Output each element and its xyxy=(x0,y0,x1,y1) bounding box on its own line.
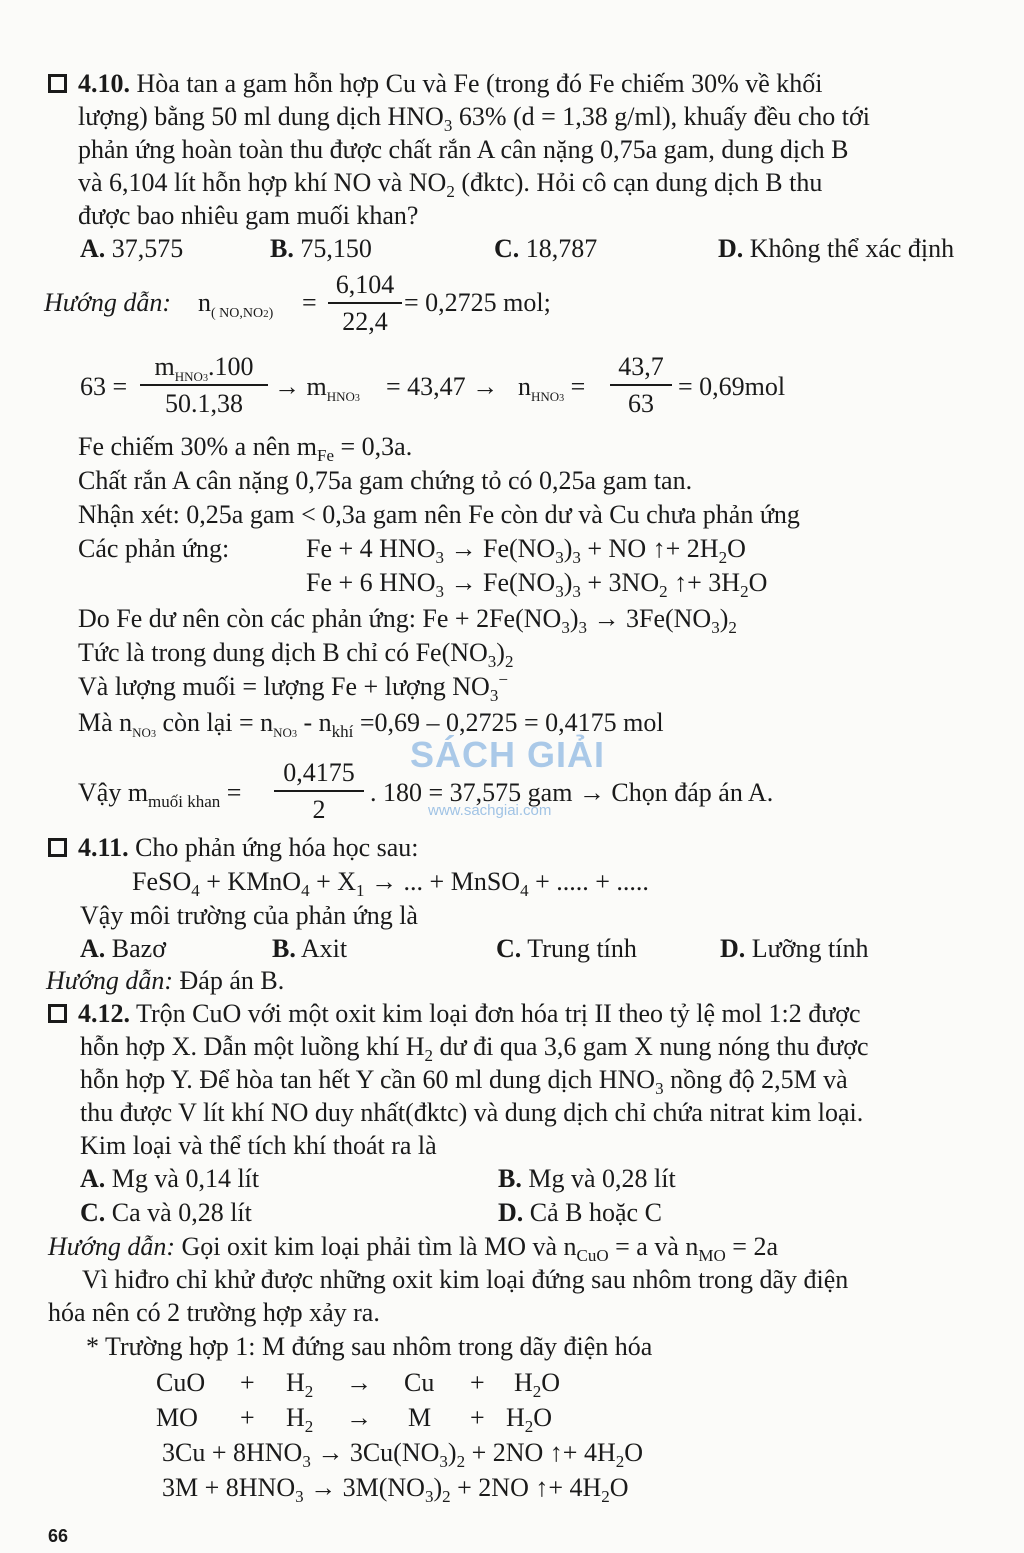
q410-line3: phản ứng hoàn toàn thu được chất rắn A cân nặng 0,75a gam, dung dịch B xyxy=(78,135,849,164)
watermark-logo: SÁCH GIẢI www.sachgiai.com xyxy=(410,734,606,819)
q412-option-a: A. Mg và 0,14 lít xyxy=(80,1164,260,1193)
q412-line3: hỗn hợp Y. Để hòa tan hết Y cần 60 ml dung dịch $HNO_3$ nồng độ 2,5M và xyxy=(80,1065,848,1098)
fraction-mass-hno3: $m_{HNO3}.100$ 50.1,38 xyxy=(140,350,268,420)
final-mass-label: Vậy $m_{muối khan}$ = xyxy=(78,778,242,811)
guide-label: Hướng dẫn: xyxy=(44,288,171,317)
q410-line5: được bao nhiêu gam muối khan? xyxy=(78,201,419,230)
q412-guide: Hướng dẫn: Gọi oxit kim loại phải tìm là MO và $n_{CuO} = a$ và $n_{MO} = 2a$ xyxy=(48,1232,778,1265)
fraction-final: 0,4175 2 xyxy=(274,756,364,826)
sol-line-only: Tức là trong dung dịch B chỉ có $Fe(NO_3)_2$ xyxy=(78,638,514,671)
q410-option-c: C. 18,787 xyxy=(494,234,598,263)
page-number: 66 xyxy=(48,1526,69,1546)
sol-line-remark: Nhận xét: 0,25a gam < 0,3a gam nên Fe còn dư và Cu chưa phản ứng xyxy=(78,500,800,529)
fraction-volume: 6,104 22,4 xyxy=(328,268,402,338)
question-number: 4.10. xyxy=(78,69,130,98)
q410-line4: và 6,104 lít hỗn hợp khí NO và $NO_2$ (đktc). Hỏi cô cạn dung dịch B thu xyxy=(78,168,823,201)
q412-para1: Vì hiđro chỉ khử được những oxit kim loại đứng sau nhôm trong dãy điện xyxy=(82,1265,849,1294)
reaction-2: Fe + 6 $HNO_3 \to Fe(NO_3)_3 + 3NO_2$ ↑+ $3H_2O$ xyxy=(306,568,768,601)
q411-ask: Vậy môi trường của phản ứng là xyxy=(80,901,418,930)
q412-reaction-m: $3M + 8HNO_3 \to 3M(NO_3)_2 + 2NO$ ↑+ $4H_2O$ xyxy=(162,1473,629,1506)
q412-case1: * Trường hợp 1: M đứng sau nhôm trong dãy điện hóa xyxy=(86,1332,653,1361)
textbook-page: 4.10. Hòa tan a gam hỗn hợp Cu và Fe (trong đó Fe chiếm 30% về khối lượng) bằng 50 ml dung dịch $HNO_3$ 63% (d = 1,38 g/ml), khuấy đều cho tới phản ứng hoàn toàn thu được chất rắn A cân nặng 0,75a gam, dung dịch B và 6,104 lít hỗn hợp khí NO và $NO_2$ (đktc). Hỏi cô cạn dung dịch B thu được bao nhiêu gam muối khan? A. 37,575 B. 75,150 C. 18,787 D. Không thể xác định Hướng dẫn: $n_{( NO,NO2)}$ = 6,104 22,4 = 0,2725 mol; 63 = $m_{HNO3}.100$ 50.1,38 → $m_{HNO3}$ = 43,47 → $n_{HNO3}$ = 43,7 63 = 0,69mol Fe chiếm 30% a nên $m_{Fe} = 0,3a$. Chất rắn A cân nặng 0,75a gam chứng tỏ có 0,25a gam tan. Nhận xét: 0,25a gam < 0,3a gam nên Fe còn dư và Cu chưa phản ứng Các phản ứng: Fe + 4 $HNO_3 \to Fe(NO_3)_3$ + NO ↑+ $2H_2O$ Fe + 6 $HNO_3 \to Fe(NO_3)_3 + 3NO_2$ ↑+ $3H_2O$ Do Fe dư nên còn các phản ứng: $Fe + 2Fe(NO_3)_3 \to 3Fe(NO_3)_2$ Tức là trong dung dịch B chỉ có $Fe(NO_3)_2$ Và lượng muối = lượng Fe + lượng $NO_3^-$ Mà $n_{NO3}$ còn lại = $n_{NO3} - n_{khí} =0,69 - 0,2725 = 0,4175$ mol Vậy $m_{muối khan}$ = 0,4175 2 . 180 = 37,575 gam → Chọn đáp án A. SÁCH GIẢI www.sachgiai.com 4.11. Cho phản ứng hóa học sau: FeSO$_4$ + KMnO$_4$ + $X_1$ → ... + MnSO$_4$ + ..... + ..... Vậy môi trường của phản ứng là A. Bazơ B. Axit C. Trung tính D. Lưỡng tính Hướng dẫn: Đáp án B. 4.12. Trộn CuO với một oxit kim loại đơn hóa trị II theo tỷ lệ mol 1:2 được hỗn hợp X. Dẫn một luồng khí $H_2$ dư đi qua 3,6 gam X nung nóng thu được hỗn hợp Y. Để hòa tan hết Y cần 60 ml dung dịch $HNO_3$ nồng độ 2,5M và thu được V lít khí NO duy nhất(đktc) và dung dịch chỉ chứa nitrat kim loại. Kim loại và thể tích khí thoát ra là A. Mg và 0,14 lít B. Mg và 0,28 lít C. Ca và 0,28 lít D. Cả B hoặc C Hướng dẫn: Gọi oxit kim loại phải tìm là MO và $n_{CuO} = a$ và $n_{MO} = 2a$ Vì hiđro chỉ khử được những oxit kim loại đứng sau nhôm trong dãy điện hóa nên có 2 trường hợp xảy ra. * Trường hợp 1: M đứng sau nhôm trong dãy điện hóa CuO + $H_2$ → Cu + $H_2O$ MO + $H_2$ → M + $H_2O$ $3Cu + 8HNO_3 \to 3Cu(NO_3)_2 + 2NO$ ↑+ $4H_2O$ $3M + 8HNO_3 \to 3M(NO_3)_2 + 2NO$ ↑+ $4H_2O$ 66 xyxy=(0,0,1024,1541)
sol-line-fe: Fe chiếm 30% a nên $m_{Fe} = 0,3a$. xyxy=(78,432,413,465)
q410-option-d: D. Không thể xác định xyxy=(718,234,955,263)
q412-option-c: C. Ca và 0,28 lít xyxy=(80,1198,252,1227)
q412-line2: hỗn hợp X. Dẫn một luồng khí $H_2$ dư đi qua 3,6 gam X nung nóng thu được xyxy=(80,1032,869,1065)
sol-line-remain: Mà $n_{NO3}$ còn lại = $n_{NO3} - n_{khí} =0,69 - 0,2725 = 0,4175$ mol xyxy=(78,708,664,741)
n-mix-result: = 0,2725 mol; xyxy=(404,288,551,317)
q410-option-a: A. 37,575 xyxy=(80,234,184,263)
q411-option-a: A. Bazơ xyxy=(80,934,166,963)
q410-line1: 4.10. Hòa tan a gam hỗn hợp Cu và Fe (trong đó Fe chiếm 30% về khối xyxy=(78,69,823,98)
q411-option-b: B. Axit xyxy=(272,934,348,963)
q412-option-b: B. Mg và 0,28 lít xyxy=(498,1164,676,1193)
final-answer: . 180 = 37,575 gam → Chọn đáp án A. xyxy=(370,778,774,807)
q410-option-b: B. 75,150 xyxy=(270,234,372,263)
q411-equation: FeSO$_4$ + KMnO$_4$ + $X_1$ → ... + MnSO$_4$ + ..... + ..... xyxy=(132,867,649,900)
q411-stem: 4.11. Cho phản ứng hóa học sau: xyxy=(78,833,419,862)
question-number: 4.12. xyxy=(78,999,130,1028)
q410-line2: lượng) bằng 50 ml dung dịch $HNO_3$ 63% (d = 1,38 g/ml), khuấy đều cho tới xyxy=(78,102,870,135)
sol-line-salt: Và lượng muối = lượng Fe + lượng $NO_3^-$ xyxy=(78,670,508,705)
q411-guide: Hướng dẫn: Đáp án B. xyxy=(46,966,285,995)
checkbox-icon xyxy=(48,74,67,93)
q411-option-c: C. Trung tính xyxy=(496,934,637,963)
q411-option-d: D. Lưỡng tính xyxy=(720,934,869,963)
checkbox-icon xyxy=(48,838,67,857)
q412-reaction-cu: $3Cu + 8HNO_3 \to 3Cu(NO_3)_2 + 2NO$ ↑+ $4H_2O$ xyxy=(162,1438,644,1471)
q412-line4: thu được V lít khí NO duy nhất(đktc) và dung dịch chỉ chứa nitrat kim loại. xyxy=(80,1098,864,1127)
question-number: 4.11. xyxy=(78,833,129,862)
q412-option-d: D. Cả B hoặc C xyxy=(498,1198,662,1227)
reaction-3: Do Fe dư nên còn các phản ứng: $Fe + 2Fe(NO_3)_3 \to 3Fe(NO_3)_2$ xyxy=(78,604,737,637)
q412-line5: Kim loại và thể tích khí thoát ra là xyxy=(80,1131,437,1160)
checkbox-icon xyxy=(48,1004,67,1023)
q412-line1: 4.12. Trộn CuO với một oxit kim loại đơn hóa trị II theo tỷ lệ mol 1:2 được xyxy=(78,999,861,1028)
q412-para2: hóa nên có 2 trường hợp xảy ra. xyxy=(48,1298,380,1327)
reaction-1: Fe + 4 $HNO_3 \to Fe(NO_3)_3$ + NO ↑+ $2H_2O$ xyxy=(306,534,746,567)
sol-line-solid: Chất rắn A cân nặng 0,75a gam chứng tỏ có 0,25a gam tan. xyxy=(78,466,693,495)
fraction-mol-hno3: 43,7 63 xyxy=(610,350,672,420)
n-mix-symbol: $n_{( NO,NO2)}$ xyxy=(198,288,274,321)
